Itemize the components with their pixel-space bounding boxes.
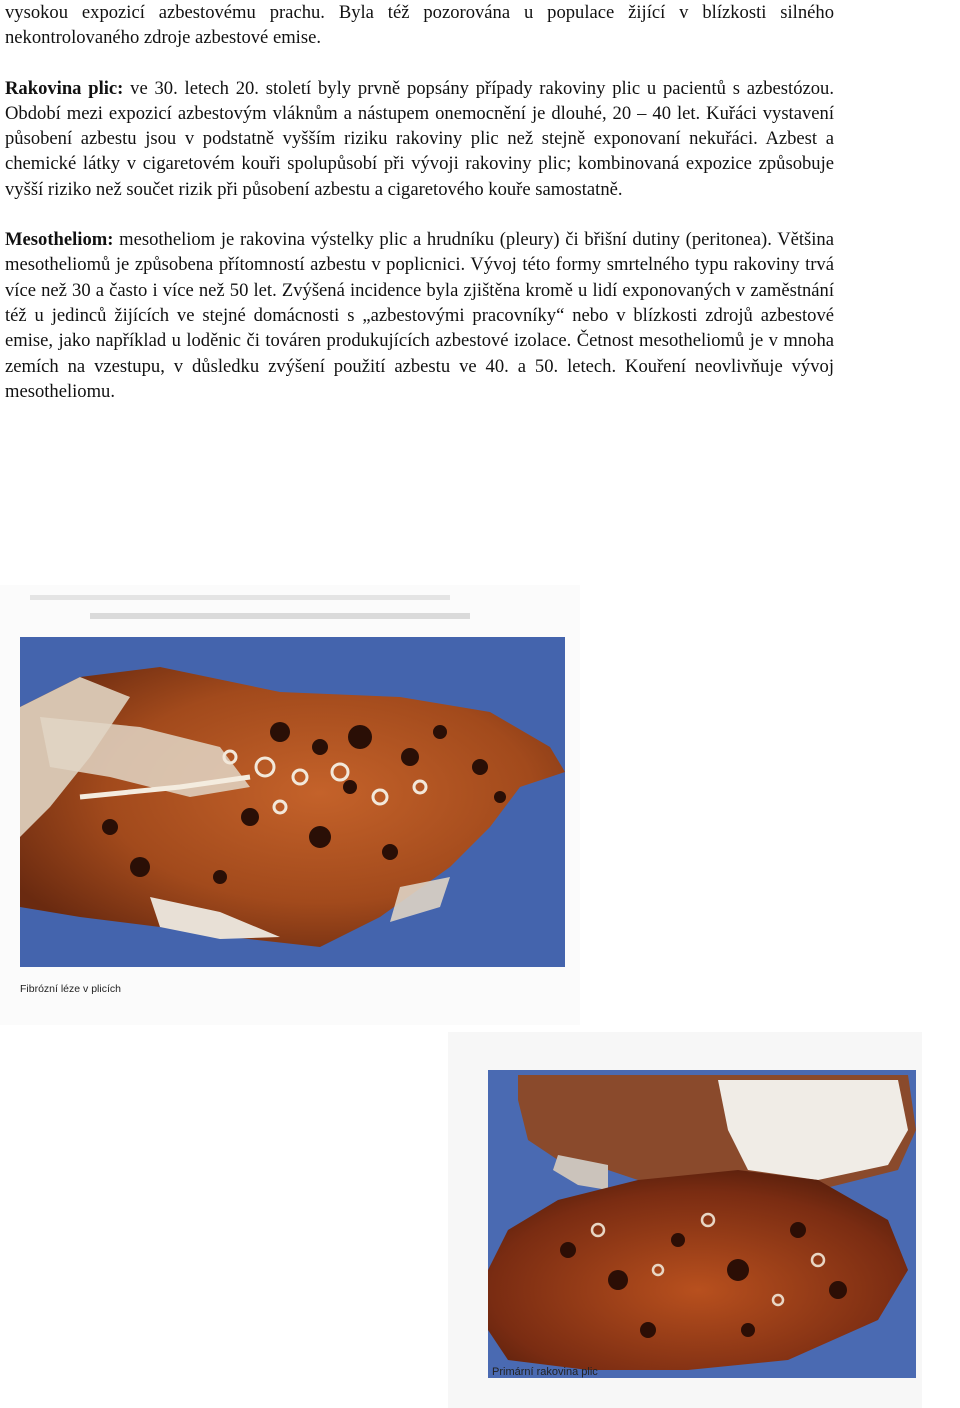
- paragraph-lung-cancer-text: ve 30. letech 20. století byly prvně popsány případy rakoviny plic u pacientů s azbestózou. Období mezi expozicí azbestovým vláknům a nástupem onemocnění je dlouhé, 20 – 40 let. Kuřáci vystavení působení azbestu jsou v podstatně vyšším riziku rakoviny plic než stejně exponovaní nekuřáci. Azbest a chemické látky v cigaretovém kouři spolupůsobí při vývoji rakoviny plic; kombinovaná expozice způsobuje vyšší riziko než součet rizik při působení azbestu a cigaretového kouře samostatně.: [5, 77, 834, 200]
- term-lung-cancer: Rakovina plic:: [5, 77, 124, 99]
- figure-fibrotic-lesions: [0, 585, 580, 1025]
- lung-cancer-photo: [488, 1070, 916, 1378]
- body-text: [5, 0, 834, 429]
- paragraph-intro: [5, 0, 834, 51]
- term-mesothelioma: Mesotheliom:: [5, 229, 114, 251]
- paragraph-mesothelioma: [5, 227, 834, 404]
- figure-caption-primary-lung-cancer: Primární rakovina plic: [492, 1366, 598, 1378]
- figure-caption-fibrotic-lesions: Fibrózní léze v plicích: [20, 983, 121, 995]
- figure-primary-lung-cancer: [448, 1032, 922, 1408]
- paragraph-mesothelioma-text: mesotheliom je rakovina výstelky plic a hrudníku (pleury) či břišní dutiny (peritonea). Většina mesotheliomů je způsobena přítomností azbestu v poplicnici. Vývoj této formy smrtelného typu rakoviny trvá více než 30 a často i více než 50 let. Zvýšená incidence byla zjištěna kromě u lidí exponovaných v zaměstnání též u jedinců žijících ve stejné domácnosti s „azbestovými pracovníky“ nebo v blízkosti zdrojů azbestové emise, jako například u loděnic či továren produkujících azbestové izolace. Četnost mesotheliomů je v mnoha zemích na vzestupu, v důsledku zvýšení použití azbestu ve 40. a 50. letech. Kouření neovlivňuje vývoj mesotheliomu.: [5, 229, 834, 402]
- paragraph-lung-cancer: [5, 76, 834, 202]
- bleed-through-text: [20, 591, 560, 631]
- paragraph-intro-text: vysokou expozicí azbestovému prachu. Byla též pozorována u populace žijící v blízkosti silného nekontrolovaného zdroje azbestové emise.: [5, 2, 834, 49]
- fibrotic-lung-photo: [20, 637, 565, 967]
